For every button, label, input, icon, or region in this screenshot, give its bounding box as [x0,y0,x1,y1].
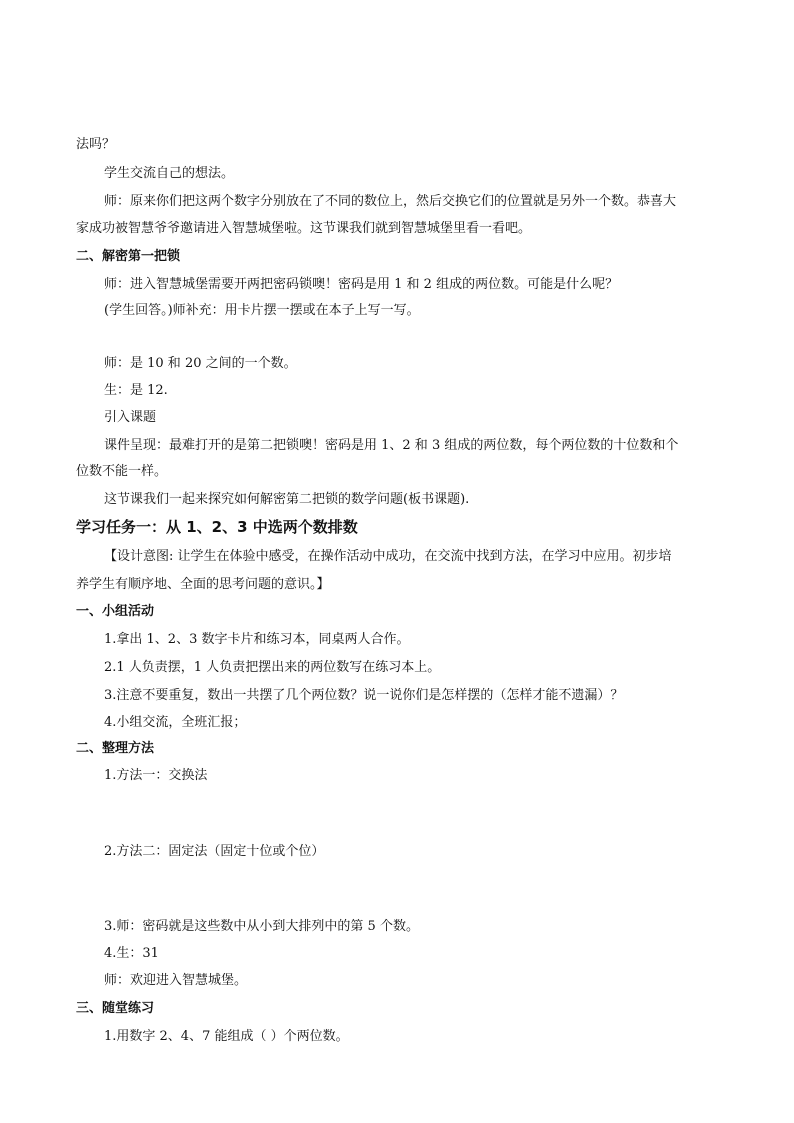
text-line: (学生回答。)师补充：用卡片摆一摆或在本子上写一写。 [104,303,420,318]
text-line: 养学生有顺序地、全面的思考问题的意识。】 [76,577,330,592]
text-line: 4.生：31 [104,946,159,961]
text-line: 1.拿出 1、2、3 数字卡片和练习本，同桌两人合作。 [104,632,410,647]
text-line: 课件呈现：最难打开的是第二把锁噢！密码是用 1、2 和 3 组成的两位数，每个两位数的十位数和个 [104,438,679,453]
task-heading: 学习任务一：从 1、2、3 中选两个数排数 [76,518,358,536]
text-line: 2.1 人负责摆，1 人负责把摆出来的两位数写在练习本上。 [104,660,441,675]
section-heading: 二、解密第一把锁 [76,249,181,264]
text-line: 法吗？ [76,137,116,152]
text-line: 师：是 10 和 20 之间的一个数。 [104,356,297,371]
text-line: 家成功被智慧爷爷邀请进入智慧城堡啦。这节课我们就到智慧城堡里看一看吧。 [76,221,532,236]
section-heading: 三、随堂练习 [76,1001,155,1016]
text-line: 位数不能一样。 [76,464,168,479]
text-line: 1.用数字 2、4、7 能组成（ ）个两位数。 [104,1029,349,1044]
section-heading: 二、整理方法 [76,741,155,756]
text-line: 2.方法二：固定法（固定十位或个位） [104,844,325,859]
text-line: 生：是 12. [104,383,168,398]
text-line: 师：欢迎进入智慧城堡。 [104,973,248,988]
text-line: 师：进入智慧城堡需要开两把密码锁噢！密码是用 1 和 2 组成的两位数。可能是什么呢？ [104,277,619,292]
text-line: 1.方法一：交换法 [104,768,208,783]
text-line: 师：原来你们把这两个数字分别放在了不同的数位上，然后交换它们的位置就是另外一个数。恭喜大 [104,194,677,209]
text-line: 3.师：密码就是这些数中从小到大排列中的第 5 个数。 [104,919,419,934]
text-line: 引入课题 [104,410,157,425]
text-line: 3.注意不要重复，数出一共摆了几个两位数？说一说你们是怎样摆的（怎样才能不遗漏）？ [104,688,624,703]
section-heading: 一、小组活动 [76,604,155,619]
text-line: 这节课我们一起来探究如何解密第二把锁的数学问题(板书课题). [104,492,470,507]
text-line: 【设计意图: 让学生在体验中感受，在操作活动中成功，在交流中找到方法，在学习中应用。初步培 [104,549,672,564]
text-line: 学生交流自己的想法。 [104,166,235,181]
text-line: 4.小组交流，全班汇报； [104,715,247,730]
